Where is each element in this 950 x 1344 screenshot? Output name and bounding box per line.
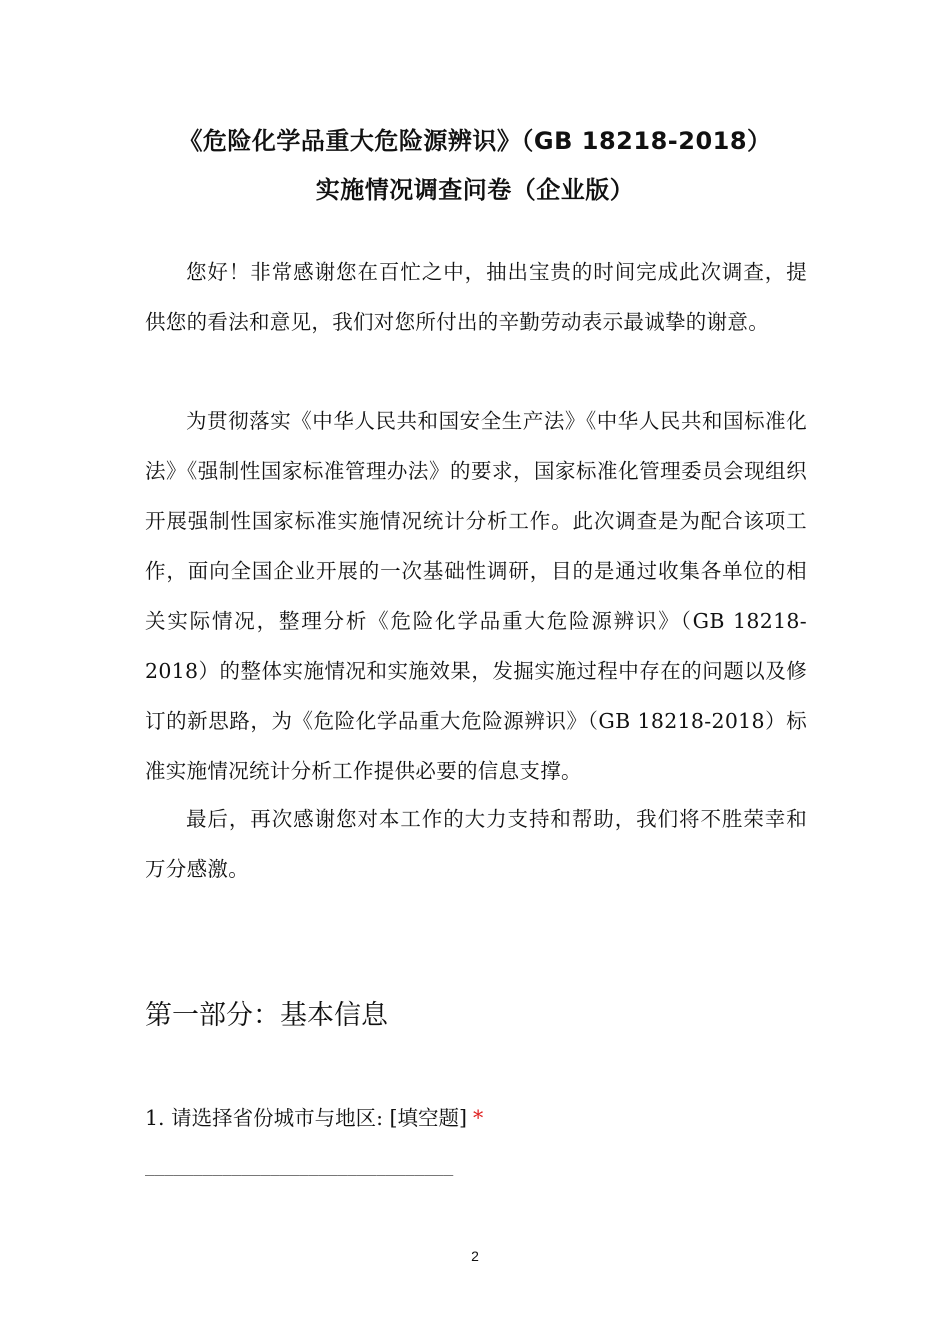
question-1-answer-field[interactable]: ________________________________ <box>145 1157 454 1176</box>
intro-paragraph-greeting: 您好！非常感谢您在百忙之中，抽出宝贵的时间完成此次调查，提供您的看法和意见，我们对您所付出的辛勤劳动表示最诚挚的谢意。 <box>145 260 807 334</box>
intro-paragraph-purpose: 为贯彻落实《中华人民共和国安全生产法》《中华人民共和国标准化法》《强制性国家标准管理办法》的要求，国家标准化管理委员会现组织开展强制性国家标准实施情况统计分析工作。此次调查是为配合该项工作，面向全国企业开展的一次基础性调研，目的是通过收集各单位的相关实际情况，整理分析《危险化学品重大危险源辨识》（GB 18218-2018）的整体实施情况和实施效果，发掘实施过程中存在的问题以及修订的新思路，为《危险化学品重大危险源辨识》（GB 18218-2018）标准实施情况统计分析工作提供必要的信息支撑。 <box>145 409 807 783</box>
document-title-line-1: 《危险化学品重大危险源辨识》（GB 18218-2018） <box>178 127 772 155</box>
document-title-line-2: 实施情况调查问卷（企业版） <box>315 176 635 204</box>
question-1 <box>145 1098 483 1138</box>
page-number: 2 <box>471 1248 479 1264</box>
intro-paragraph-thanks: 最后，再次感谢您对本工作的大力支持和帮助，我们将不胜荣幸和万分感激。 <box>145 807 807 881</box>
required-mark: * <box>473 1106 484 1130</box>
section-heading-basic-info: 第一部分：基本信息 <box>145 1000 388 1031</box>
question-1-text: 1. 请选择省份城市与地区: [填空题] <box>145 1106 467 1130</box>
